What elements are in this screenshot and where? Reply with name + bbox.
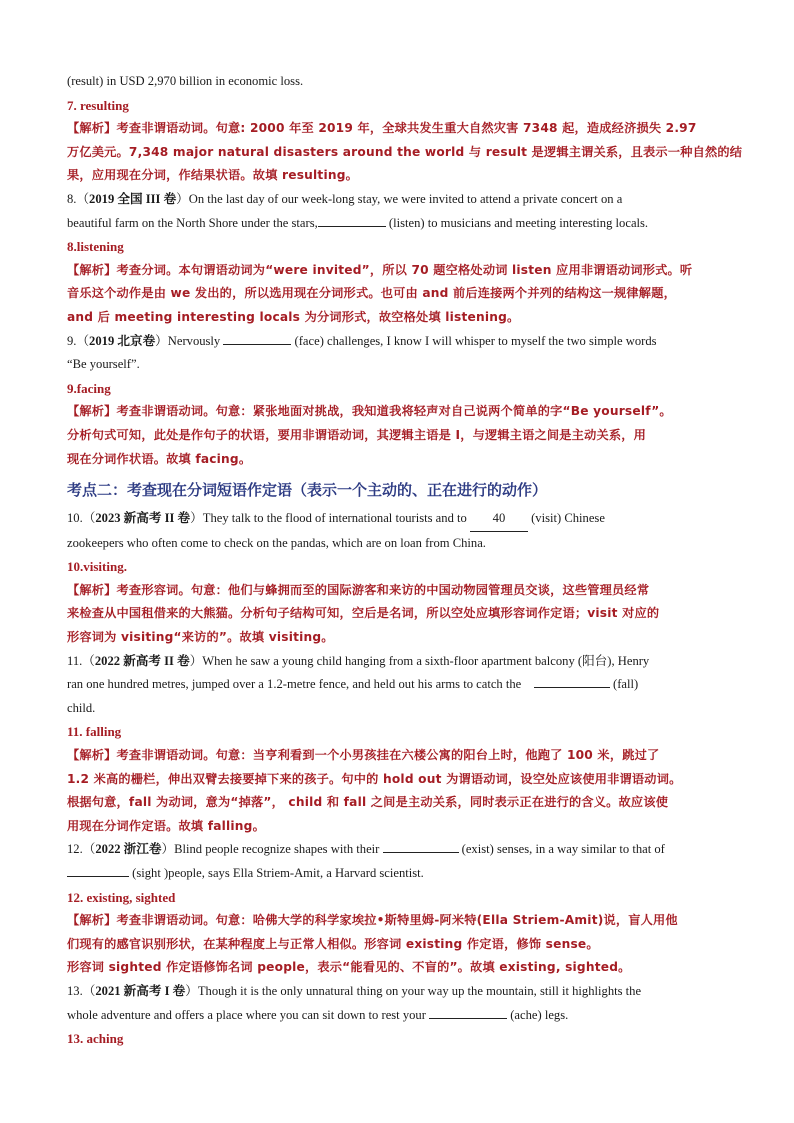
explanation-10-line-2: 来检查从中国租借来的大熊猫。分析句子结构可知，空后是名词，所以空处应填形容词作定语；visit 对应的 xyxy=(67,606,660,621)
answer-blank-12b[interactable] xyxy=(67,864,129,877)
explanation-9-line-1: 【解析】考查非谓语动词。句意：紧张地面对挑战，我知道我将轻声对自己说两个简单的字“Be yourself”。 xyxy=(67,404,672,419)
question-8-source: 2019 全国 III 卷 xyxy=(89,191,177,206)
question-10-line-1: 10.（2023 新高考 II 卷）They talk to the flood of international tourists and to 40 (visit) Chinese xyxy=(67,507,727,532)
question-7-continuation: (result) in USD 2,970 billion in economic loss. xyxy=(67,74,304,88)
question-13-line-1: 13.（2021 新高考 I 卷）Though it is the only unnatural thing on your way up the mountain, still it highlights the xyxy=(67,983,642,998)
answer-blank-8[interactable] xyxy=(318,214,386,227)
document-page xyxy=(67,70,743,1051)
question-13-line-2: whole adventure and offers a place where you can sit down to rest your (ache) legs. xyxy=(67,1007,569,1022)
question-13-source: 2021 新高考 I 卷 xyxy=(95,983,186,998)
question-9-line-1: 9.（2019 北京卷）Nervously (face) challenges, I know I will whisper to myself the two simple words xyxy=(67,333,657,348)
explanation-7-line-2: 万亿美元。7,348 major natural disasters around the world 与 result 是逻辑主谓关系，且表示一种自然的结 xyxy=(67,144,743,159)
answer-blank-12a[interactable] xyxy=(383,840,459,853)
question-12-source: 2022 浙江卷 xyxy=(95,842,162,857)
question-8-line-1: 8.（2019 全国 III 卷）On the last day of our week-long stay, we were invited to attend a private concert on a xyxy=(67,191,623,206)
answer-9: 9.facing xyxy=(67,380,111,396)
explanation-11-line-2: 1.2 米高的栅栏，伸出双臂去接要掉下来的孩子。句中的 hold out 为谓语动词，设空处应该使用非谓语动词。 xyxy=(67,771,682,786)
explanation-10-line-3: 形容词为 visiting“来访的”。故填 visiting。 xyxy=(67,630,334,645)
explanation-12-line-2: 们现有的感官识别形状，在某种程度上与正常人相似。形容词 existing 作定语，修饰 sense。 xyxy=(67,936,599,951)
explanation-9-line-3: 现在分词作状语。故填 facing。 xyxy=(67,451,252,466)
question-9-source: 2019 北京卷 xyxy=(89,333,156,348)
explanation-10-line-1: 【解析】考查形容词。句意：他们与蜂拥而至的国际游客和来访的中国动物园管理员交谈，这些管理员经常 xyxy=(67,582,650,597)
question-10-line-2: zookeepers who often come to check on the pandas, which are on loan from China. xyxy=(67,535,486,550)
question-8-line-2: beautiful farm on the North Shore under the stars, (listen) to musicians and meeting interesting locals. xyxy=(67,215,649,230)
explanation-11-line-3: 根据句意，fall 为动词，意为“掉落”， child 和 fall 之间是主动关系，同时表示正在进行的含义。故应该使 xyxy=(67,795,669,810)
question-12-line-1: 12.（2022 浙江卷）Blind people recognize shapes with their (exist) senses, in a way similar to that of xyxy=(67,842,665,857)
answer-10: 10.visiting. xyxy=(67,559,127,575)
answer-12: 12. existing, sighted xyxy=(67,889,176,905)
question-11-source: 2022 新高考 II 卷 xyxy=(94,653,190,668)
question-10-source: 2023 新高考 II 卷 xyxy=(95,511,191,526)
explanation-8-line-1: 【解析】考查分词。本句谓语动词为“were invited”，所以 70 题空格处动词 listen 应用非谓语动词形式。听 xyxy=(67,262,693,277)
explanation-12-line-1: 【解析】考查非谓语动词。句意：哈佛大学的科学家埃拉•斯特里姆-阿米特(Ella Striem-Amit)说，盲人用他 xyxy=(67,913,678,928)
answer-7: 7. resulting xyxy=(67,97,129,113)
answer-blank-11[interactable] xyxy=(534,675,610,688)
answer-11: 11. falling xyxy=(67,724,122,740)
answer-13: 13. aching xyxy=(67,1031,124,1047)
question-11-line-1: 11.（2022 新高考 II 卷）When he saw a young child hanging from a sixth-floor apartment balcony (阳台), Henry xyxy=(67,653,650,668)
question-11-line-3: child. xyxy=(67,700,96,715)
explanation-8-line-3: and 后 meeting interesting locals 为分词形式，故空格处填 listening。 xyxy=(67,309,520,324)
explanation-12-line-3: 形容词 sighted 作定语修饰名词 people，表示“能看见的、不盲的”。故填 existing, sighted。 xyxy=(67,960,631,975)
section-heading-2: 考点二：考查现在分词短语作定语（表示一个主动的、正在进行的动作） xyxy=(67,481,548,500)
answer-8: 8.listening xyxy=(67,239,124,255)
answer-blank-10[interactable]: 40 xyxy=(470,507,528,532)
explanation-8-line-2: 音乐这个动作是由 we 发出的，所以选用现在分词形式。也可由 and 前后连接两个并列的结构这一规律解题， xyxy=(67,286,676,301)
explanation-7-line-3: 果，应用现在分词，作结果状语。故填 resulting。 xyxy=(67,168,359,183)
question-12-line-2: (sight )people, says Ella Striem-Amit, a Harvard scientist. xyxy=(67,862,727,886)
question-11-line-2: ran one hundred metres, jumped over a 1.2-metre fence, and held out his arms to catch the (fall) xyxy=(67,677,639,692)
explanation-9-line-2: 分析句式可知，此处是作句子的状语，要用非谓语动词，其逻辑主语是 I，与逻辑主语之间是主动关系，用 xyxy=(67,427,647,442)
question-9-line-2: “Be yourself”. xyxy=(67,357,140,372)
explanation-11-line-1: 【解析】考查非谓语动词。句意：当亨利看到一个小男孩挂在六楼公寓的阳台上时，他跑了 100 米，跳过了 xyxy=(67,748,660,763)
answer-blank-9[interactable] xyxy=(223,332,291,345)
explanation-11-line-4: 用现在分词作定语。故填 falling。 xyxy=(67,818,265,833)
answer-blank-13[interactable] xyxy=(429,1006,507,1019)
explanation-7-line-1: 【解析】考查非谓语动词。句意: 2000 年至 2019 年，全球共发生重大自然灾害 7348 起，造成经济损失 2.97 xyxy=(67,121,697,136)
